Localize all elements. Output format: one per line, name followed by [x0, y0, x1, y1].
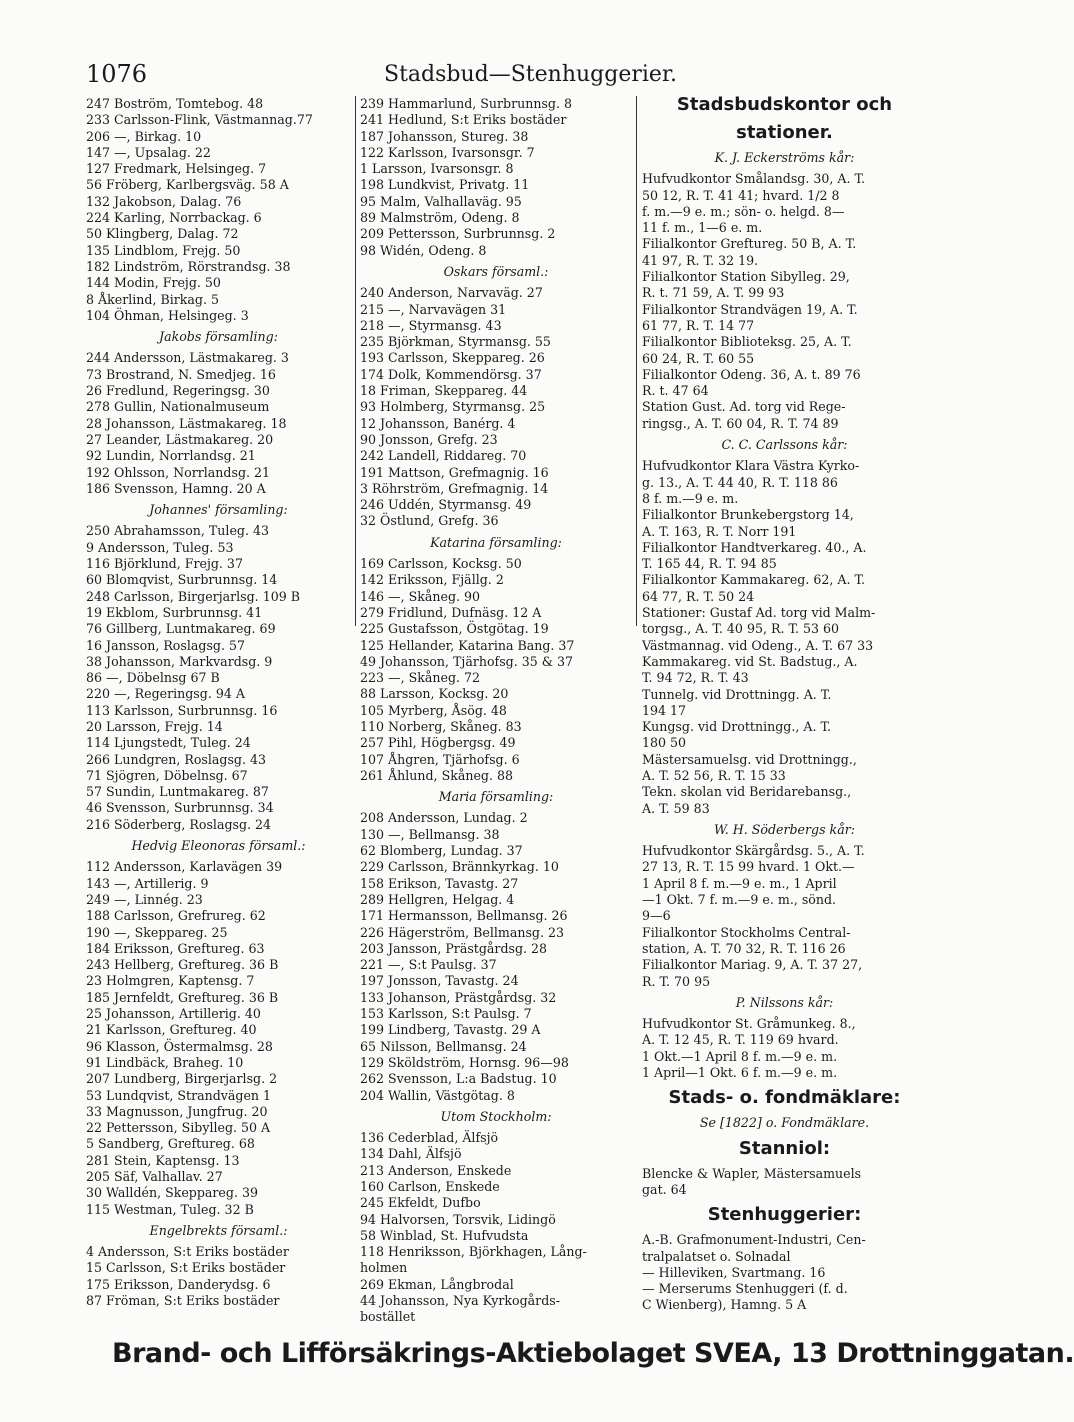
directory-entry: 62 Blomberg, Lundag. 37: [360, 843, 523, 859]
directory-entry: 188 Carlsson, Grefrureg. 62: [86, 908, 266, 924]
directory-entry: A.-B. Grafmonument-Industri, Cen-: [642, 1232, 866, 1248]
directory-entry: 9 Andersson, Tuleg. 53: [86, 539, 234, 555]
directory-entry: 144 Modin, Frejg. 50: [86, 275, 221, 291]
directory-entry: Filialkontor Station Sibylleg. 29,: [642, 269, 850, 285]
directory-entry: 269 Ekman, Långbrodal: [360, 1276, 514, 1292]
directory-entry: 16 Jansson, Roslagsg. 57: [86, 637, 246, 653]
directory-entry: 27 13, R. T. 15 99 hvard. 1 Okt.—: [642, 859, 855, 875]
directory-entry: Kammakareg. vid St. Badstug., A.: [642, 653, 858, 669]
directory-entry: 186 Svensson, Hamng. 20 A: [86, 480, 266, 496]
directory-entry: 242 Landell, Riddareg. 70: [360, 448, 527, 464]
directory-entry: 281 Stein, Kaptensg. 13: [86, 1152, 240, 1168]
directory-entry: T. 165 44, R. T. 94 85: [642, 556, 777, 572]
directory-entry: 56 Fröberg, Karlbergsväg. 58 A: [86, 177, 289, 193]
directory-entry: — Hilleviken, Svartmang. 16: [642, 1264, 826, 1280]
directory-entry: 197 Jonsson, Tavastg. 24: [360, 973, 519, 989]
directory-entry: 98 Widén, Odeng. 8: [360, 242, 487, 258]
directory-entry: T. 94 72, R. T. 43: [642, 670, 749, 686]
directory-entry: 279 Fridlund, Dufnäsg. 12 A: [360, 604, 542, 620]
page-number: 1076: [86, 60, 148, 88]
directory-entry: 213 Anderson, Enskede: [360, 1162, 512, 1178]
directory-entry: Filialkontor Stockholms Central-: [642, 924, 851, 940]
directory-entry: 113 Karlsson, Surbrunnsg. 16: [86, 702, 278, 718]
section-heading: Stads- o. fondmäklare:: [668, 1087, 901, 1109]
directory-entry: 185 Jernfeldt, Greftureg. 36 B: [86, 989, 279, 1005]
directory-entry: 110 Norberg, Skåneg. 83: [360, 718, 522, 734]
directory-entry: 175 Eriksson, Danderydsg. 6: [86, 1276, 271, 1292]
directory-entry: 135 Lindblom, Frejg. 50: [86, 242, 241, 258]
directory-entry: 153 Karlsson, S:t Paulsg. 7: [360, 1006, 532, 1022]
directory-entry: 143 —, Artillerig. 9: [86, 875, 209, 891]
column-rule: [355, 96, 356, 626]
directory-entry: holmen: [360, 1260, 408, 1276]
directory-entry: 93 Holmberg, Styrmansg. 25: [360, 399, 546, 415]
directory-entry: 134 Dahl, Älfsjö: [360, 1146, 462, 1162]
directory-entry: 207 Lundberg, Birgerjarlsg. 2: [86, 1071, 278, 1087]
section-heading: Oskars församl.:: [443, 263, 549, 279]
directory-entry: 60 Blomqvist, Surbrunnsg. 14: [86, 572, 278, 588]
section-heading: Stenhuggerier:: [707, 1204, 862, 1226]
directory-entry: 4 Andersson, S:t Eriks bostäder: [86, 1244, 289, 1260]
directory-entry: 224 Karling, Norrbackag. 6: [86, 210, 262, 226]
directory-entry: 65 Nilsson, Bellmansg. 24: [360, 1038, 527, 1054]
directory-entry: C Wienberg), Hamng. 5 A: [642, 1297, 807, 1313]
directory-entry: 89 Malmström, Odeng. 8: [360, 210, 520, 226]
directory-entry: 215 —, Narvavägen 31: [360, 301, 507, 317]
directory-entry: 60 24, R. T. 60 55: [642, 350, 755, 366]
section-heading: stationer.: [736, 122, 833, 143]
directory-entry: 86 —, Döbelnsg 67 B: [86, 670, 220, 686]
directory-entry: 19 Ekblom, Surbrunnsg. 41: [86, 604, 263, 620]
directory-entry: 190 —, Skeppareg. 25: [86, 924, 228, 940]
directory-entry: 146 —, Skåneg. 90: [360, 588, 481, 604]
directory-entry: bostället: [360, 1309, 416, 1325]
directory-entry: 49 Johansson, Tjärhofsg. 35 & 37: [360, 653, 573, 669]
directory-entry: 169 Carlsson, Kocksg. 50: [360, 556, 522, 572]
directory-entry: —1 Okt. 7 f. m.—9 e. m., sönd.: [642, 892, 837, 908]
directory-entry: Blencke & Wapler, Mästersamuels: [642, 1165, 862, 1181]
directory-entry: 27 Leander, Lästmakareg. 20: [86, 431, 274, 447]
directory-entry: 191 Mattson, Grefmagnig. 16: [360, 464, 549, 480]
directory-entry: 114 Ljungstedt, Tuleg. 24: [86, 735, 251, 751]
section-heading: Johannes' församling:: [149, 502, 288, 518]
directory-entry: 1 April 8 f. m.—9 e. m., 1 April: [642, 875, 837, 891]
directory-entry: 94 Halvorsen, Torsvik, Lidingö: [360, 1211, 556, 1227]
section-heading: Hedvig Eleonoras församl.:: [131, 838, 306, 854]
directory-entry: 57 Sundin, Luntmakareg. 87: [86, 784, 269, 800]
directory-entry: 30 Walldén, Skeppareg. 39: [86, 1185, 258, 1201]
directory-entry: 160 Carlson, Enskede: [360, 1179, 500, 1194]
directory-entry: Filialkontor Greftureg. 50 B, A. T.: [642, 236, 857, 252]
directory-entry: 199 Lindberg, Tavastg. 29 A: [360, 1022, 541, 1038]
directory-entry: 87 Fröman, S:t Eriks bostäder: [86, 1293, 280, 1309]
directory-entry: 266 Lundgren, Roslagsg. 43: [86, 751, 267, 767]
column-rule: [636, 96, 637, 626]
directory-entry: 33 Magnusson, Jungfrug. 20: [86, 1103, 268, 1119]
directory-entry: Hufvudkontor Klara Västra Kyrko-: [642, 458, 860, 474]
directory-entry: 95 Malm, Valhallaväg. 95: [360, 193, 522, 209]
directory-entry: Filialkontor Handtverkareg. 40., A.: [642, 539, 867, 555]
directory-entry: R. t. 47 64: [642, 383, 709, 399]
directory-entry: 192 Ohlsson, Norrlandsg. 21: [86, 464, 271, 480]
directory-entry: 8 f. m.—9 e. m.: [642, 490, 739, 506]
directory-entry: 26 Fredlund, Regeringsg. 30: [86, 383, 270, 399]
directory-entry: Hufvudkontor Skärgårdsg. 5., A. T.: [642, 843, 865, 859]
directory-entry: Tunnelg. vid Drottningg. A. T.: [642, 686, 832, 702]
directory-entry: 216 Söderberg, Roslagsg. 24: [86, 816, 272, 832]
directory-entry: f. m.—9 e. m.; sön- o. helgd. 8—: [642, 203, 845, 219]
directory-entry: 91 Lindbäck, Braheg. 10: [86, 1054, 244, 1070]
directory-entry: 18 Friman, Skeppareg. 44: [360, 383, 528, 399]
directory-entry: 221 —, S:t Paulsg. 37: [360, 957, 497, 973]
directory-entry: 22 Pettersson, Sibylleg. 50 A: [86, 1120, 271, 1136]
directory-entry: 261 Åhlund, Skåneg. 88: [360, 767, 513, 783]
directory-entry: 193 Carlsson, Skeppareg. 26: [360, 350, 545, 366]
directory-entry: 257 Pihl, Högbergsg. 49: [360, 735, 516, 751]
directory-entry: 3 Röhrström, Grefmagnig. 14: [360, 480, 549, 496]
directory-entry: 115 Westman, Tuleg. 32 B: [86, 1201, 254, 1217]
directory-entry: 50 Klingberg, Dalag. 72: [86, 226, 239, 242]
directory-entry: 88 Larsson, Kocksg. 20: [360, 686, 509, 702]
directory-entry: 278 Gullin, Nationalmuseum: [86, 399, 270, 415]
section-heading: Utom Stockholm:: [440, 1108, 552, 1124]
directory-entry: R. t. 71 59, A. T. 99 93: [642, 285, 785, 301]
directory-entry: 247 Boström, Tomtebog. 48: [86, 96, 264, 111]
directory-entry: g. 13., A. T. 44 40, R. T. 118 86: [642, 474, 838, 490]
directory-entry: 50 12, R. T. 41 41; hvard. 1/2 8: [642, 187, 840, 203]
directory-entry: Mästersamuelsg. vid Drottningg.,: [642, 751, 857, 767]
directory-entry: Filialkontor Mariag. 9, A. T. 37 27,: [642, 957, 863, 973]
directory-entry: 92 Lundin, Norrlandsg. 21: [86, 448, 256, 464]
directory-entry: 133 Johanson, Prästgårdsg. 32: [360, 989, 557, 1005]
directory-entry: 1 Larsson, Ivarsonsgr. 8: [360, 161, 514, 177]
section-heading: W. H. Söderbergs kår:: [714, 821, 855, 837]
directory-entry: 8 Åkerlind, Birkag. 5: [86, 291, 219, 307]
directory-entry: 142 Eriksson, Fjällg. 2: [360, 572, 504, 588]
directory-entry: Station Gust. Ad. torg vid Rege-: [642, 399, 846, 415]
directory-entry: 15 Carlsson, S:t Eriks bostäder: [86, 1260, 286, 1276]
directory-entry: 226 Hägerström, Bellmansg. 23: [360, 924, 565, 940]
directory-entry: 1 Okt.—1 April 8 f. m.—9 e. m.: [642, 1048, 838, 1064]
directory-entry: 203 Jansson, Prästgårdsg. 28: [360, 940, 548, 956]
directory-entry: Filialkontor Biblioteksg. 25, A. T.: [642, 334, 852, 350]
directory-entry: 218 —, Styrmansg. 43: [360, 317, 502, 333]
column-2: [360, 96, 632, 1326]
directory-entry: 289 Hellgren, Helgag. 4: [360, 891, 515, 907]
directory-entry: ringsg., A. T. 60 04, R. T. 74 89: [642, 415, 839, 431]
directory-entry: 180 50: [642, 735, 687, 751]
directory-entry: 96 Klasson, Östermalmsg. 28: [86, 1038, 273, 1054]
directory-entry: 205 Säf, Valhallav. 27: [86, 1169, 223, 1184]
directory-entry: 206 —, Birkag. 10: [86, 128, 202, 144]
directory-entry: 105 Myrberg, Åsög. 48: [360, 702, 507, 718]
directory-entry: 235 Björkman, Styrmansg. 55: [360, 334, 551, 350]
directory-entry: A. T. 52 56, R. T. 15 33: [642, 767, 786, 783]
column-3: [642, 96, 927, 1314]
directory-entry: 112 Andersson, Karlavägen 39: [86, 859, 283, 875]
section-heading: Maria församling:: [438, 789, 554, 805]
directory-entry: 249 —, Linnég. 23: [86, 891, 203, 907]
directory-entry: 90 Jonsson, Grefg. 23: [360, 431, 498, 447]
directory-entry: 187 Johansson, Stureg. 38: [360, 128, 529, 144]
section-heading: Stadsbudskontor och: [676, 94, 893, 115]
directory-entry: 250 Abrahamsson, Tuleg. 43: [86, 523, 269, 539]
column-1: [86, 96, 351, 1309]
section-heading: K. J. Eckerströms kår:: [714, 150, 855, 165]
directory-entry: 220 —, Regeringsg. 94 A: [86, 686, 245, 702]
directory-entry: 208 Andersson, Lundag. 2: [360, 810, 528, 826]
directory-entry: 41 97, R. T. 32 19.: [642, 252, 759, 268]
directory-entry: Kungsg. vid Drottningg., A. T.: [642, 719, 832, 735]
directory-entry: Hufvudkontor St. Gråmunkeg. 8.,: [642, 1016, 856, 1032]
directory-entry: 244 Andersson, Lästmakareg. 3: [86, 350, 289, 366]
directory-entry: 184 Eriksson, Greftureg. 63: [86, 940, 265, 956]
directory-entry: Filialkontor Odeng. 36, A. t. 89 76: [642, 366, 861, 382]
directory-entry: 73 Brostrand, N. Smedjeg. 16: [86, 366, 276, 382]
directory-entry: 9—6: [642, 908, 671, 924]
directory-entry: 116 Björklund, Frejg. 37: [86, 556, 243, 572]
section-heading: Jakobs församling:: [159, 329, 278, 345]
directory-entry: gat. 64: [642, 1181, 687, 1197]
directory-entry: 243 Hellberg, Greftureg. 36 B: [86, 957, 279, 973]
directory-entry: Filialkontor Brunkebergstorg 14,: [642, 507, 854, 523]
section-heading: Engelbrekts församl.:: [149, 1222, 288, 1238]
directory-entry: 71 Sjögren, Döbelnsg. 67: [86, 767, 248, 783]
directory-entry: Filialkontor Strandvägen 19, A. T.: [642, 301, 858, 317]
directory-entry: Västmannag. vid Odeng., A. T. 67 33: [642, 637, 874, 653]
directory-entry: 5 Sandberg, Greftureg. 68: [86, 1136, 255, 1152]
directory-entry: Tekn. skolan vid Beridarebansg.,: [642, 784, 852, 800]
directory-entry: 46 Svensson, Surbrunnsg. 34: [86, 800, 274, 816]
directory-entry: 240 Anderson, Narvaväg. 27: [360, 285, 543, 301]
directory-entry: 20 Larsson, Frejg. 14: [86, 718, 223, 734]
section-heading: P. Nilssons kår:: [735, 994, 834, 1010]
directory-entry: 262 Svensson, L:a Badstug. 10: [360, 1071, 557, 1087]
directory-entry: Filialkontor Kammakareg. 62, A. T.: [642, 572, 866, 588]
directory-entry: 122 Karlsson, Ivarsonsgr. 7: [360, 144, 535, 160]
directory-entry: 38 Johansson, Markvardsg. 9: [86, 653, 273, 669]
directory-entry: 239 Hammarlund, Surbrunnsg. 8: [360, 96, 572, 111]
directory-entry: R. T. 70 95: [642, 973, 711, 989]
directory-entry: 53 Lundqvist, Strandvägen 1: [86, 1087, 272, 1103]
directory-entry: 245 Ekfeldt, Dufbo: [360, 1195, 481, 1211]
directory-entry: 12 Johansson, Banérg. 4: [360, 415, 516, 431]
directory-entry: tralpalatset o. Solnadal: [642, 1248, 791, 1264]
directory-entry: 182 Lindström, Rörstrandsg. 38: [86, 258, 291, 274]
directory-entry: station, A. T. 70 32, R. T. 116 26: [642, 940, 846, 956]
directory-entry: 223 —, Skåneg. 72: [360, 670, 481, 686]
directory-entry: 25 Johansson, Artillerig. 40: [86, 1006, 261, 1022]
section-heading: Stanniol:: [738, 1137, 831, 1159]
directory-entry: 225 Gustafsson, Östgötag. 19: [360, 621, 549, 637]
directory-entry: Stationer: Gustaf Ad. torg vid Malm-: [642, 605, 876, 621]
directory-entry: 23 Holmgren, Kaptensg. 7: [86, 973, 255, 989]
directory-entry: 246 Uddén, Styrmansg. 49: [360, 497, 532, 513]
directory-entry: 11 f. m., 1—6 e. m.: [642, 220, 763, 236]
directory-entry: 147 —, Upsalag. 22: [86, 144, 211, 160]
directory-entry: A. T. 163, R. T. Norr 191: [642, 523, 797, 539]
directory-entry: 1 April—1 Okt. 6 f. m.—9 e. m.: [642, 1065, 838, 1081]
directory-entry: 209 Pettersson, Surbrunnsg. 2: [360, 226, 556, 242]
directory-entry: 127 Fredmark, Helsingeg. 7: [86, 161, 267, 177]
directory-entry: 171 Hermansson, Bellmansg. 26: [360, 908, 568, 924]
directory-entry: 44 Johansson, Nya Kyrkogårds-: [360, 1293, 560, 1309]
directory-entry: — Merserums Stenhuggeri (f. d.: [642, 1281, 848, 1297]
directory-entry: 104 Öhman, Helsingeg. 3: [86, 307, 249, 323]
directory-entry: Hufvudkontor Smålandsg. 30, A. T.: [642, 171, 866, 187]
directory-entry: 118 Henriksson, Björkhagen, Lång-: [360, 1244, 587, 1260]
section-heading: Se [1822] o. Fondmäklare.: [699, 1115, 870, 1131]
directory-entry: 129 Sköldström, Hornsg. 96—98: [360, 1054, 569, 1070]
directory-entry: 58 Winblad, St. Hufvudsta: [360, 1227, 529, 1243]
advertisement-footer: Brand- och Lifförsäkrings-Aktiebolaget SVEA, 13 Drottninggatan.: [112, 1338, 1074, 1369]
directory-entry: 32 Östlund, Grefg. 36: [360, 513, 499, 529]
page-header: Stadsbud—Stenhuggerier.: [384, 62, 678, 87]
directory-entry: 136 Cederblad, Älfsjö: [360, 1130, 499, 1146]
directory-entry: 64 77, R. T. 50 24: [642, 588, 755, 604]
section-heading: C. C. Carlssons kår:: [721, 437, 848, 453]
directory-entry: 125 Hellander, Katarina Bang. 37: [360, 637, 575, 653]
directory-entry: 158 Erikson, Tavastg. 27: [360, 875, 519, 891]
directory-entry: A. T. 12 45, R. T. 119 69 hvard.: [642, 1032, 839, 1048]
directory-entry: 28 Johansson, Lästmakareg. 18: [86, 415, 287, 431]
directory-entry: 248 Carlsson, Birgerjarlsg. 109 B: [86, 588, 300, 604]
directory-entry: torgsg., A. T. 40 95, R. T. 53 60: [642, 621, 840, 637]
directory-entry: 21 Karlsson, Greftureg. 40: [86, 1022, 257, 1038]
directory-entry: 194 17: [642, 702, 687, 718]
directory-entry: 233 Carlsson-Flink, Västmannag.77: [86, 112, 313, 128]
directory-entry: 204 Wallin, Västgötag. 8: [360, 1087, 515, 1103]
directory-entry: A. T. 59 83: [642, 800, 710, 816]
section-heading: Katarina församling:: [430, 534, 562, 550]
directory-entry: 130 —, Bellmansg. 38: [360, 826, 500, 842]
directory-entry: 198 Lundkvist, Privatg. 11: [360, 177, 530, 193]
directory-entry: 241 Hedlund, S:t Eriks bostäder: [360, 112, 567, 128]
directory-entry: 61 77, R. T. 14 77: [642, 317, 755, 333]
directory-entry: 229 Carlsson, Brännkyrkag. 10: [360, 859, 559, 875]
directory-entry: 174 Dolk, Kommendörsg. 37: [360, 366, 542, 382]
directory-entry: 132 Jakobson, Dalag. 76: [86, 193, 242, 209]
directory-entry: 76 Gillberg, Luntmakareg. 69: [86, 621, 276, 637]
directory-entry: 107 Åhgren, Tjärhofsg. 6: [360, 751, 520, 767]
